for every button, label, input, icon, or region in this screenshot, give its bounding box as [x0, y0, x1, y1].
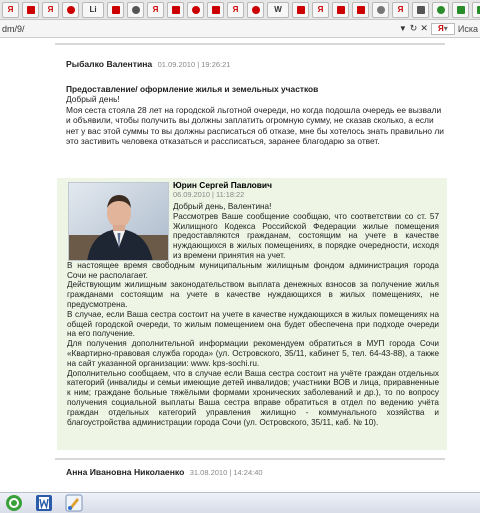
search-label[interactable]: Иска	[457, 23, 478, 34]
browser-tab[interactable]	[472, 2, 480, 18]
browser-tab[interactable]	[227, 2, 244, 18]
favicon-icon	[112, 6, 120, 14]
favicon-icon	[212, 6, 220, 14]
browser-tab[interactable]	[432, 2, 449, 18]
taskbar	[0, 492, 480, 513]
url-text[interactable]: dm/9/	[2, 23, 25, 34]
bottom-divider	[55, 458, 445, 460]
browser-tab-label: Я	[232, 4, 239, 14]
favicon-icon	[132, 6, 140, 14]
browser-tab[interactable]	[352, 2, 369, 18]
favicon-icon	[357, 6, 365, 14]
reply-paragraph: В настоящее время свободным муниципальным жилищным фондом администрация города Сочи не располагает.	[67, 260, 439, 280]
reply-paragraph: Добрый день, Валентина!	[173, 202, 272, 211]
browser-tab-label: Я	[47, 4, 54, 14]
browser-tab[interactable]	[267, 2, 289, 18]
browser-tab[interactable]	[372, 2, 389, 18]
browser-tab[interactable]	[167, 2, 184, 18]
url-bar	[0, 20, 480, 38]
comment-date: 01.09.2010 | 19:26:21	[157, 60, 231, 69]
favicon-icon	[457, 6, 465, 14]
browser-tab-label: Я	[397, 4, 404, 14]
favicon-icon	[67, 6, 75, 14]
browser-tab[interactable]	[292, 2, 309, 18]
reply-author-name: Юрин Сергей Павлович	[173, 180, 272, 190]
comment-body	[66, 84, 446, 146]
browser-tab-label: Li	[89, 4, 97, 14]
browser-tab[interactable]	[207, 2, 224, 18]
comment2-author-line	[66, 467, 263, 477]
browser-tab[interactable]	[2, 2, 19, 18]
browser-tab[interactable]	[42, 2, 59, 18]
browser-tab-label: Я	[317, 4, 324, 14]
browser-tab[interactable]	[412, 2, 429, 18]
comment2-author-name: Анна Ивановна Николаенко	[66, 467, 185, 477]
browser-tab-label: Я	[152, 4, 159, 14]
comment2-date: 31.08.2010 | 14:24:40	[189, 468, 263, 477]
browser-tab-label: W	[274, 4, 282, 14]
favicon-icon	[417, 6, 425, 14]
url-bar-controls	[399, 23, 480, 35]
reply-paragraph: В случае, если Ваша сестра состоит на учете в качестве нуждающихся в жилых помещениях на общей городской очереди, то жилым помещением она будет обеспечена при подходе очереди на его получение.	[67, 309, 439, 339]
browser-tab[interactable]	[247, 2, 264, 18]
tab-bar	[0, 0, 480, 20]
browser-tab-label: Я	[7, 4, 14, 14]
browser-tab[interactable]	[187, 2, 204, 18]
browser-tab[interactable]	[147, 2, 164, 18]
yandex-search-box[interactable]: Я ▾	[431, 23, 455, 35]
word-icon[interactable]	[34, 494, 54, 513]
favicon-icon	[252, 6, 260, 14]
reply-block	[57, 178, 447, 450]
browser-tab[interactable]	[107, 2, 124, 18]
browser-tab[interactable]	[332, 2, 349, 18]
reply-paragraph: Рассмотрев Ваше сообщение сообщаю, что соответствии со ст. 57 Жилищного Кодекса Российской Федерации жилые помещения предоставляются гражданам, состоящим на учете в качестве нуждающихся в жилых помещениях, в порядке очередности, исходя из времени принятия на учет.	[173, 211, 439, 260]
favicon-icon	[297, 6, 305, 14]
paint-icon[interactable]	[64, 494, 84, 513]
page-content	[0, 38, 480, 492]
reply-header	[173, 180, 272, 200]
favicon-icon	[337, 6, 345, 14]
reload-icon[interactable]: ↻	[409, 23, 418, 33]
reply-text	[67, 202, 439, 427]
favicon-icon	[172, 6, 180, 14]
comment-author-line	[66, 59, 230, 69]
comment-title: Предоставление/ оформление жилья и земельных участков	[66, 84, 319, 94]
reply-date: 06.09.2010 | 11:18:22	[173, 190, 245, 199]
browser-tab[interactable]	[127, 2, 144, 18]
browser-tab[interactable]	[452, 2, 469, 18]
comment-greeting: Добрый день!	[66, 94, 120, 105]
favicon-icon	[27, 6, 35, 14]
favicon-icon	[192, 6, 200, 14]
close-icon[interactable]: ✕	[420, 23, 428, 33]
reply-paragraph: Дополнительно сообщаем, что в случае если Ваша сестра состоит на учёте граждан отдельных категорий (инвалиды и семьи имеющие детей инвалидов; участники ВОВ и лица, приравненные к ним; граждане больные тяжёлыми формами хронических заболеваний и др.), то по вопросу получения социальной выплаты Ваша сестра вправе обратиться в отдел по ведению учёта граждан отдельных категорий управления жилищно - коммунального хозяйства и благоустройства администрации города Сочи (ул. Островского, 35/11, каб. № 10).	[67, 368, 439, 427]
browser-tab[interactable]	[62, 2, 79, 18]
comment-author-name: Рыбалко Валентина	[66, 59, 153, 69]
reply-paragraph: Для получения дополнительной информации рекомендуем обратиться в МУП города Сочи «Квартирно-правовая служба города» (ул. Островского, 35/11, кабинет 5, тел. 64-43-88), а также на сайт указанной организации: www. kps-sochi.ru.	[67, 339, 439, 368]
favicon-icon	[477, 6, 480, 14]
comment-text: Моя сеста стояла 28 лет на городской льготной очереди, но когда подошла очередь ее вызвали и объявили, чтобы получить вы должны заплатить огромную сумму, не сказав сколько, а если нет у вас этой суммы то вы должны расписаться об отказе, мне бы хотелось знать правильно ли это застивить человека отказаться и рассписаться, заранее благодарю за ответ.	[66, 104, 444, 147]
browser-tab[interactable]	[392, 2, 409, 18]
browser-tab[interactable]	[312, 2, 329, 18]
top-divider	[55, 43, 445, 45]
browser-tab[interactable]	[82, 2, 104, 18]
reply-paragraph: Действующим жилищным законодательством выплата денежных взносов за получение жилья гражданами состоящим на учете в качестве нуждающихся в жилых помещениях, не предусмотрена.	[67, 280, 439, 309]
favicon-icon	[377, 6, 385, 14]
browser-tab[interactable]	[22, 2, 39, 18]
dropdown-arrow-icon[interactable]: ▼	[398, 24, 407, 33]
favicon-icon	[437, 6, 445, 14]
icq-icon[interactable]	[4, 494, 24, 513]
